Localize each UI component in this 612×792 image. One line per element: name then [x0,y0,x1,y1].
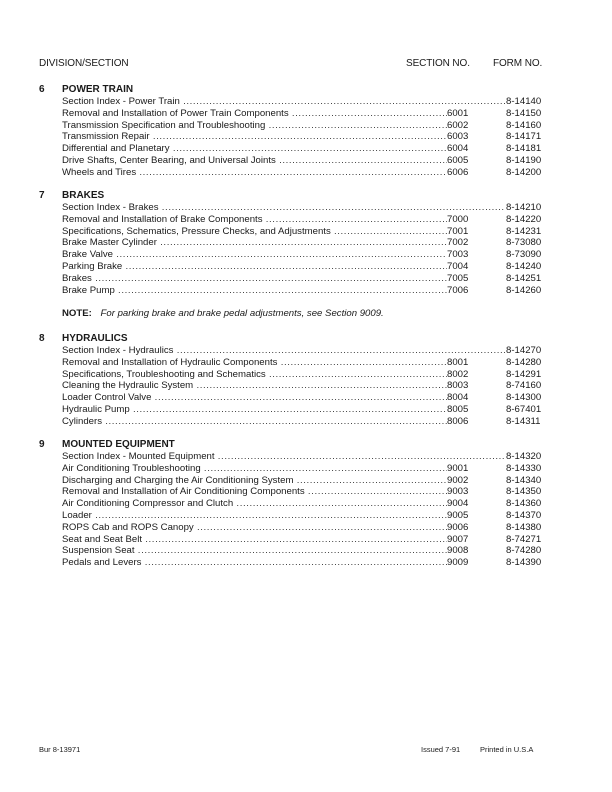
section-number: 9007 [447,533,469,545]
form-number: 8-14240 [506,260,542,272]
section-number: 9009 [447,557,469,569]
division-number: 7 [39,190,45,201]
section-number: 7005 [447,272,469,284]
entry-title: Removal and Installation of Air Conditioning Components [62,486,305,498]
section-number: 9008 [447,545,469,557]
division-mounted-equipment [0,439,612,569]
division-brakes [0,190,612,296]
entry-title: Transmission Repair [62,131,150,143]
division-heading [0,84,612,96]
form-number: 8-14280 [506,356,542,368]
column-header-division-section: DIVISION/SECTION [39,58,129,69]
form-number: 8-14291 [506,368,542,380]
form-number: 8-14390 [506,557,542,569]
toc-row[interactable] [0,345,612,357]
entry-title: Pedals and Levers [62,557,142,569]
entry-title: Section Index - Hydraulics [62,345,174,356]
column-header-form-no: FORM NO. [493,58,543,69]
form-number: 8-14350 [506,486,542,498]
form-number: 8-14311 [506,415,541,427]
entry-title: Cleaning the Hydraulic System [62,380,194,392]
section-number: 9003 [447,486,469,498]
entry-title: Parking Brake [62,260,123,272]
section-number: 7000 [447,213,469,225]
entry-title: Seat and Seat Belt [62,533,143,545]
form-number: 8-14380 [506,521,542,533]
form-number: 8-14360 [506,498,542,510]
toc-row[interactable] [0,226,612,238]
entry-title: Brake Valve [62,249,114,261]
entry-title: Transmission Specification and Troubleshooting [62,119,266,131]
section-number: 7002 [447,237,469,249]
toc-row[interactable] [0,545,612,557]
entry-title: Drive Shafts, Center Bearing, and Universal Joints [62,154,276,166]
footer-printed-in: Printed in U.S.A [480,745,534,754]
column-header-section-no: SECTION NO. [406,58,470,69]
form-number: 8-14330 [506,462,542,474]
division-title: MOUNTED EQUIPMENT [62,439,175,450]
toc-row[interactable] [0,285,612,297]
toc-row[interactable] [0,249,612,261]
section-number: 9004 [447,498,469,510]
form-number: 8-73090 [506,249,542,261]
form-number: 8-14200 [506,166,542,178]
toc-row[interactable] [0,131,612,143]
toc-row[interactable] [0,475,612,487]
toc-row[interactable] [0,557,612,569]
form-number: 8-14260 [506,284,542,296]
form-number: 8-14150 [506,107,542,119]
section-number: 8006 [447,415,469,427]
toc-row[interactable] [0,486,612,498]
division-title: HYDRAULICS [62,333,128,344]
division-heading [0,439,612,451]
form-number: 8-14340 [506,474,542,486]
entry-title: Air Conditioning Compressor and Clutch [62,498,234,510]
footer-form-reference: Bur 8-13971 [39,745,81,754]
section-number: 8002 [447,368,469,380]
section-number: 6005 [447,154,469,166]
toc-row[interactable] [0,451,612,463]
section-number: 9002 [447,474,469,486]
footer-issued-date: Issued 7-91 [421,745,461,754]
entry-title: Section Index - Mounted Equipment [62,451,215,462]
toc-row[interactable] [0,214,612,226]
form-number: 8-73080 [506,237,542,249]
section-number: 8001 [447,356,469,368]
toc-row[interactable] [0,510,612,522]
entry-title: Removal and Installation of Brake Components [62,213,263,225]
brakes-note [62,308,384,319]
section-number: 8003 [447,380,469,392]
division-power-train [0,84,612,179]
division-hydraulics [0,333,612,428]
division-number: 9 [39,439,45,450]
division-number: 6 [39,84,45,95]
entry-title: Brake Master Cylinder [62,237,157,249]
toc-row[interactable] [0,143,612,155]
note-text: For parking brake and brake pedal adjustments, see Section 9009. [100,308,384,319]
section-number: 9006 [447,521,469,533]
toc-row[interactable] [0,237,612,249]
section-number: 9005 [447,509,469,521]
section-number: 8005 [447,403,469,415]
section-number: 7001 [447,225,469,237]
division-title: POWER TRAIN [62,84,134,95]
form-number: 8-14140 [506,96,542,107]
division-number: 8 [39,333,45,344]
form-number: 8-14251 [506,272,542,284]
section-number: 6002 [447,119,469,131]
toc-row[interactable] [0,416,612,428]
form-number: 8-74280 [506,545,542,557]
form-number: 8-14300 [506,392,542,404]
section-number: 7003 [447,249,469,261]
form-number: 8-14171 [506,131,542,143]
form-number: 8-14160 [506,119,542,131]
section-number: 6001 [447,107,469,119]
toc-row[interactable] [0,404,612,416]
section-number: 6003 [447,131,469,143]
entry-title: Loader [62,509,92,521]
division-heading [0,333,612,345]
toc-row[interactable] [0,534,612,546]
entry-title: Section Index - Brakes [62,202,159,213]
toc-row[interactable] [0,392,612,404]
entry-title: Removal and Installation of Hydraulic Components [62,356,278,368]
entry-title: Brakes [62,272,92,284]
form-number: 8-14270 [506,345,542,356]
section-number: 7006 [447,284,469,296]
toc-row[interactable] [0,498,612,510]
form-number: 8-14181 [506,143,542,155]
toc-row[interactable] [0,108,612,120]
form-number: 8-14370 [506,509,542,521]
form-number: 8-14210 [506,202,542,213]
entry-title: Section Index - Power Train [62,96,180,107]
entry-title: Air Conditioning Troubleshooting [62,462,201,474]
division-heading [0,190,612,202]
toc-row[interactable] [0,120,612,132]
entry-title: Brake Pump [62,284,115,296]
toc-row[interactable] [0,202,612,214]
entry-title: Cylinders [62,415,102,427]
entry-title: Specifications, Troubleshooting and Schematics [62,368,266,380]
section-number: 8004 [447,392,469,404]
form-number: 8-74271 [506,533,542,545]
form-number: 8-14320 [506,451,542,462]
toc-row[interactable] [0,380,612,392]
form-number: 8-14231 [506,225,542,237]
section-number: 6006 [447,166,469,178]
entry-title: Discharging and Charging the Air Conditioning System [62,474,294,486]
entry-title: Differential and Planetary [62,143,170,155]
entry-title: Loader Control Valve [62,392,152,404]
form-number: 8-67401 [506,403,542,415]
toc-row[interactable] [0,522,612,534]
toc-row[interactable] [0,357,612,369]
toc-row[interactable] [0,369,612,381]
entry-title: Suspension Seat [62,545,135,557]
entry-title: Specifications, Schematics, Pressure Checks, and Adjustments [62,225,331,237]
entry-title: Wheels and Tires [62,166,137,178]
form-number: 8-14190 [506,154,542,166]
division-title: BRAKES [62,190,105,201]
toc-row[interactable] [0,96,612,108]
toc-row[interactable] [0,463,612,475]
entry-title: Hydraulic Pump [62,403,130,415]
section-number: 6004 [447,143,469,155]
toc-row[interactable] [0,155,612,167]
form-number: 8-14220 [506,213,542,225]
toc-row[interactable] [0,273,612,285]
entry-title: Removal and Installation of Power Train Components [62,107,289,119]
section-number: 9001 [447,462,469,474]
section-number: 7004 [447,260,469,272]
toc-row[interactable] [0,261,612,273]
form-number: 8-74160 [506,380,542,392]
note-label: NOTE: [62,308,92,319]
entry-title: ROPS Cab and ROPS Canopy [62,521,194,533]
toc-row[interactable] [0,167,612,179]
